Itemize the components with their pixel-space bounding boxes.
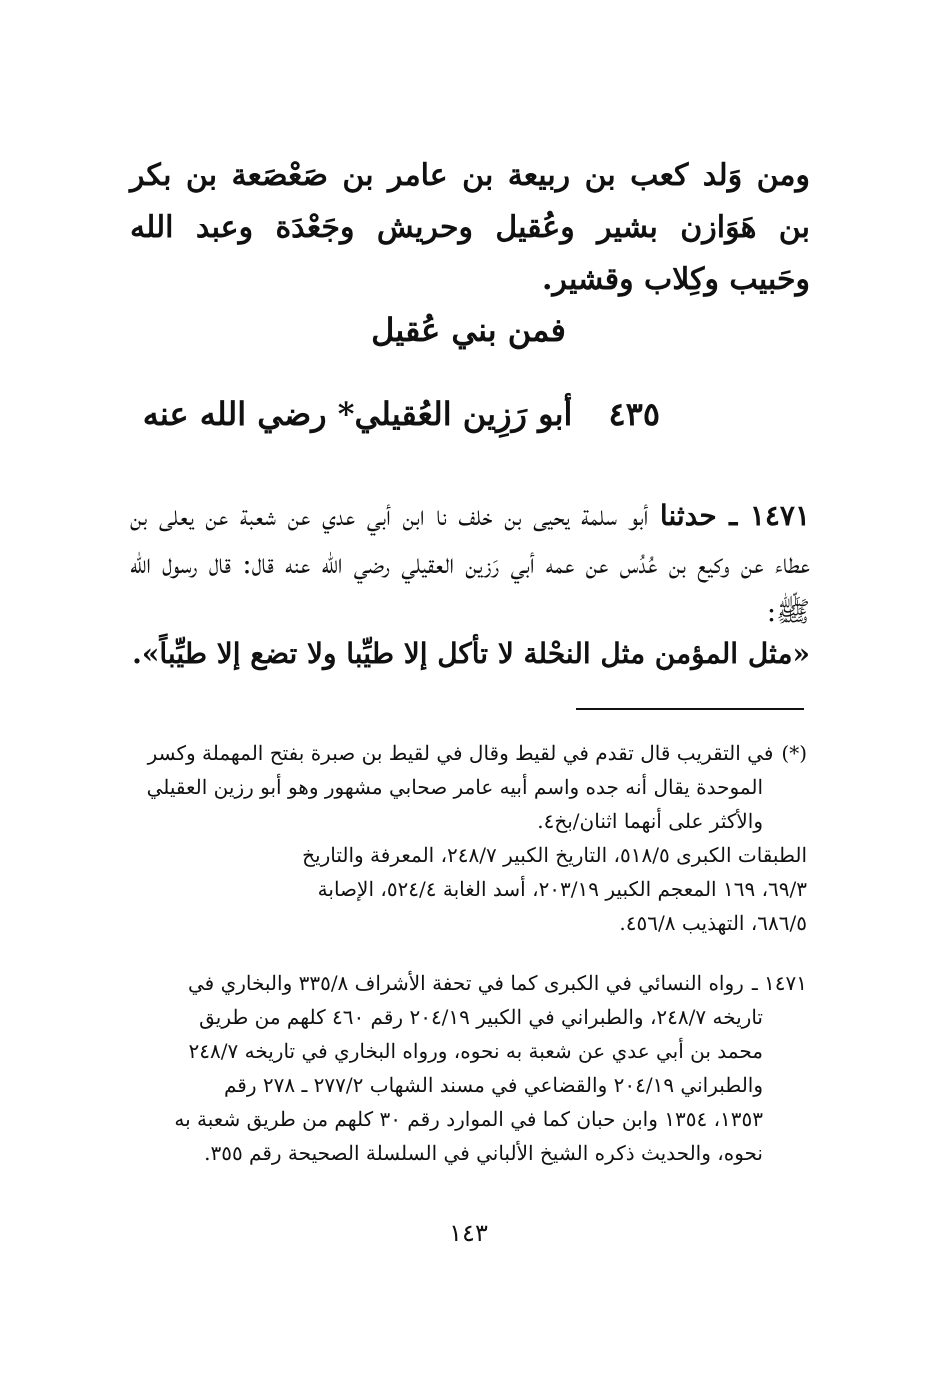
footnote-line: تاريخه ٢٤٨/٧، والطبراني في الكبير ٢٠٤/١٩ رقم ٤٦٠ كلهم من طريق	[199, 1005, 763, 1029]
footnote-marker: ١٤٧١ ـ	[751, 971, 807, 995]
footnote-line: ١٣٥٣، ١٣٥٤ وابن حبان كما في الموارد رقم ٣٠ كلهم من طريق شعبة به	[174, 1107, 763, 1131]
page-number: ١٤٣	[449, 1219, 488, 1247]
section-heading: فمن بني عُقيل	[371, 311, 566, 349]
footnote-line: ١٤٧١ ـرواه النسائي في الكبرى كما في تحفة الأشراف ٣٣٥/٨ والبخاري في	[135, 966, 807, 1000]
hadith-quote: «مثل المؤمن مثل النحْلة لا تأكل إلا طيِّبا ولا تضع إلا طيِّباً».	[132, 637, 810, 670]
footnote-line: والطبراني ٢٠٤/١٩ والقضاعي في مسند الشهاب ٢٧٧/٢ ـ ٢٧٨ رقم	[223, 1073, 763, 1097]
footnote-line: نحوه، والحديث ذكره الشيخ الألباني في السلسلة الصحيحة رقم ٣٥٥.	[204, 1141, 763, 1165]
hadith-lead: ١٤٧١ ـ حدثنا	[659, 499, 810, 532]
footnote-takhrij	[135, 966, 807, 1170]
hadith-paragraph	[130, 492, 810, 636]
footnote-line: ٦٨٦/٥، التهذيب ٤٥٦/٨.	[619, 911, 807, 935]
footnote-line: الطبقات الكبرى ٥١٨/٥، التاريخ الكبير ٢٤٨/٧، المعرفة والتاريخ	[302, 843, 807, 867]
entry-title	[142, 392, 660, 436]
footnote-marker: (*)	[781, 741, 807, 765]
footnote-line: محمد بن أبي عدي عن شعبة به نحوه، ورواه البخاري في تاريخه ٢٤٨/٧	[188, 1039, 763, 1063]
hadith-isnad: أبو سلمة يحيى بن خلف نا ابن أبي عدي عن شعبة عن يعلى بن عطاء عن وكيع بن عُدُس عن عمه أبي رَزين العقيلي رضي الله عنه قال: قال رسول الله ﷺ:	[130, 499, 810, 628]
footnote-biography	[135, 736, 807, 940]
footnote-line: ٦٩/٣، ١٦٩ المعجم الكبير ٢٠٣/١٩، أسد الغابة ٥٢٤/٤، الإصابة	[317, 877, 807, 901]
intro-paragraph: ومن وَلد كعب بن ربيعة بن عامر بن صَعْصَعة بن بكر بن هَوَازن بشير وعُقيل وحريش وجَعْدَة وعبد الله وحَبيب وكِلاب وقشير.	[130, 158, 810, 297]
footnote-separator	[576, 708, 804, 710]
footnote-line: والأكثر على أنهما اثنان/بخ٤.	[537, 809, 763, 833]
entry-name: أبو رَزِين العُقيلي* رضي الله عنه	[142, 395, 573, 433]
footnote-line: الموحدة يقال أنه جده واسم أبيه عامر صحابي مشهور وهو أبو رزين العقيلي	[146, 775, 763, 799]
entry-number: ٤٣٥	[608, 395, 660, 433]
footnote-line: (*)في التقريب قال تقدم في لقيط وقال في لقيط بن صبرة بفتح المهملة وكسر	[135, 736, 807, 770]
